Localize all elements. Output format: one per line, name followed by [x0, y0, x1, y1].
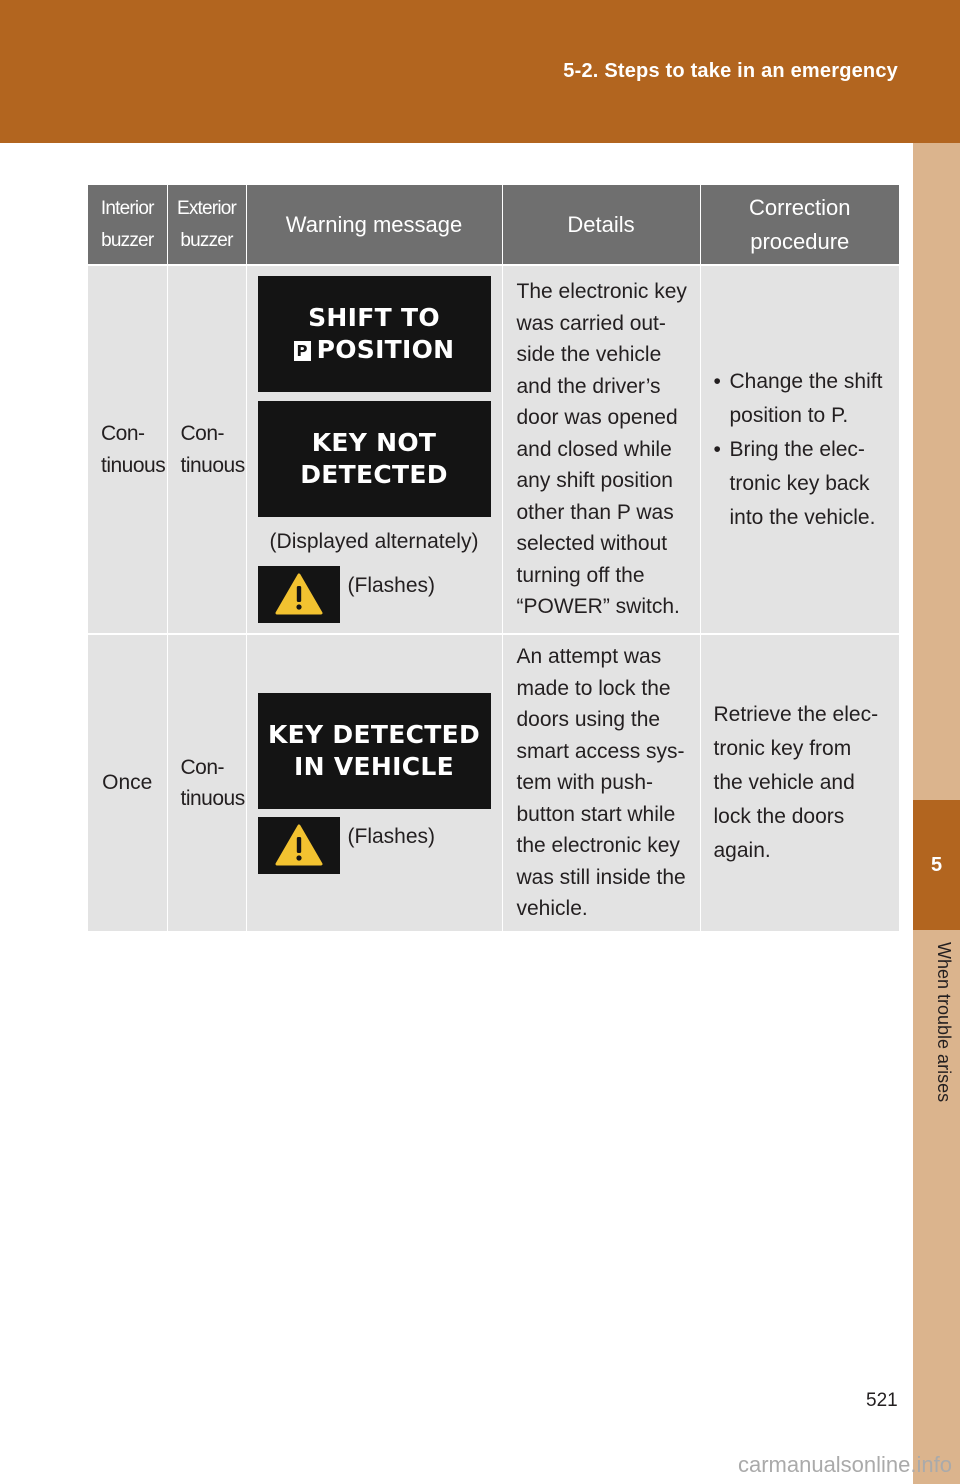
cell-interior-buzzer: Once	[88, 634, 167, 931]
list-item	[714, 433, 892, 535]
step-line: • Change the shift	[729, 369, 883, 393]
cell-text: tinuous	[180, 787, 245, 810]
chapter-label: When trouble arises	[934, 942, 954, 1103]
display-line	[258, 334, 491, 366]
display-shift-to-p	[258, 276, 491, 392]
details-line: doors using the	[516, 708, 661, 732]
correction-line: Retrieve the elec-	[713, 703, 879, 726]
step-line: • Bring the elec-	[729, 437, 865, 461]
details-line: tem with push-	[516, 771, 654, 795]
flash-label: (Flashes)	[347, 573, 436, 597]
warning-light-row	[258, 817, 491, 874]
details-line: turning off the	[516, 563, 645, 587]
cell-correction	[700, 634, 899, 931]
details-line: was still inside the	[516, 865, 686, 889]
display-line: KEY NOT	[311, 428, 437, 458]
header-details: Details	[502, 185, 700, 265]
details-line: The electronic key	[516, 280, 687, 304]
cell-text: tinuous	[180, 453, 245, 477]
chapter-tab	[913, 800, 960, 930]
correction-line: tronic key from	[713, 737, 852, 760]
header-correction	[700, 185, 899, 265]
watermark: carmanualsonline.info	[737, 1452, 952, 1477]
details-line: side the vehicle	[516, 343, 662, 367]
cell-details	[502, 265, 700, 634]
display-line: KEY DETECTED	[267, 719, 481, 749]
correction-line: again.	[713, 839, 771, 862]
cell-details	[502, 634, 700, 931]
display-key-not-detected	[258, 401, 491, 517]
details-line: smart access sys-	[516, 739, 685, 763]
details-line: An attempt was	[516, 645, 662, 669]
display-line: SHIFT TO	[308, 303, 440, 333]
details-line: selected without	[516, 532, 668, 556]
warning-table	[88, 185, 899, 931]
display-text: POSITION	[316, 335, 455, 365]
cell-warning-message	[246, 265, 502, 634]
details-line: vehicle.	[516, 897, 588, 921]
details-line: was carried out-	[516, 311, 666, 335]
cell-text: tinuous	[101, 453, 166, 477]
warning-light-panel	[258, 566, 340, 623]
details-line: “POWER” switch.	[516, 595, 680, 619]
header-exterior-buzzer	[167, 185, 246, 265]
details-line: door was opened	[516, 406, 678, 430]
details-line: and the driver’s	[516, 374, 661, 398]
details-line: button start while	[516, 802, 676, 826]
display-line: IN VEHICLE	[294, 751, 454, 781]
table-header-row	[88, 185, 899, 265]
cell-interior-buzzer	[88, 265, 167, 634]
details-line: made to lock the	[516, 676, 671, 700]
header-exterior-line1: Exterior	[176, 197, 237, 219]
display-key-detected-in-vehicle	[258, 693, 491, 809]
details-line: and closed while	[516, 437, 672, 461]
warning-triangle-icon	[275, 573, 323, 615]
display-caption: (Displayed alternately)	[269, 530, 479, 554]
details-line: any shift position	[516, 469, 673, 493]
cell-exterior-buzzer	[167, 634, 246, 931]
cell-text: Con-	[180, 422, 225, 445]
warning-triangle-icon	[275, 824, 323, 866]
section-title: 5-2. Steps to take in an emergency	[563, 60, 898, 82]
step-line: position to P.	[729, 403, 849, 427]
header-correction-line1: Correction	[749, 194, 851, 220]
step-line: into the vehicle.	[729, 505, 876, 529]
header-interior-buzzer	[88, 185, 167, 265]
cell-text: Con-	[180, 755, 225, 779]
correction-steps	[714, 365, 892, 535]
cell-exterior-buzzer	[167, 265, 246, 634]
cell-warning-message	[246, 634, 502, 931]
warning-light-row	[258, 566, 491, 623]
header-interior-line1: Interior	[100, 197, 154, 219]
chapter-number: 5	[930, 853, 943, 876]
display-line: DETECTED	[300, 460, 448, 490]
details-line: other than P was	[516, 500, 674, 524]
header-exterior-line2: buzzer	[180, 229, 233, 251]
details-line: the electronic key	[516, 834, 680, 858]
table-row	[88, 265, 899, 634]
header-correction-line2: procedure	[750, 228, 850, 254]
flash-label: (Flashes)	[347, 824, 436, 848]
correction-line: lock the doors	[713, 805, 845, 828]
table-row	[88, 634, 899, 931]
header-warning-message: Warning message	[246, 185, 502, 265]
correction-line: the vehicle and	[713, 771, 855, 794]
header-interior-line2: buzzer	[101, 229, 154, 251]
list-item	[714, 365, 892, 433]
cell-correction	[700, 265, 899, 634]
step-line: tronic key back	[729, 471, 870, 495]
p-position-icon: P	[294, 341, 311, 361]
warning-light-panel	[258, 817, 340, 874]
cell-text: Con-	[101, 422, 145, 445]
page-number: 521	[866, 1390, 898, 1411]
